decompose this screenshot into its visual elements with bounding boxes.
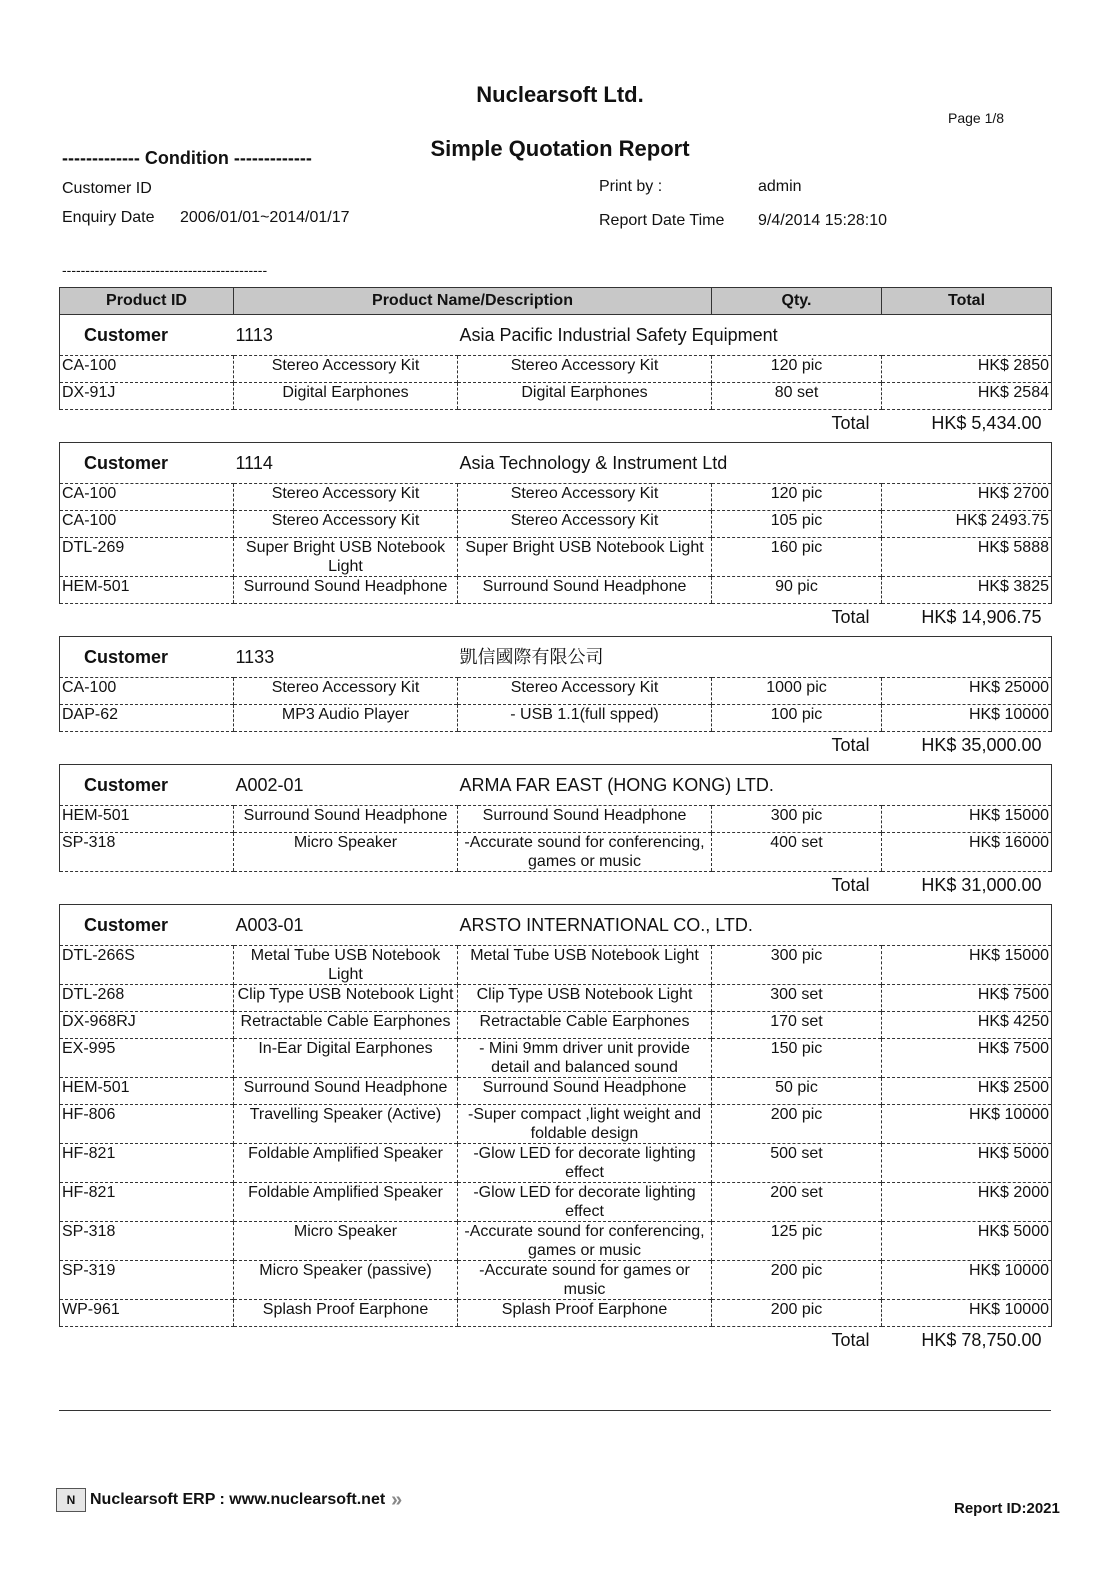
table-row [60, 833, 1052, 872]
table-row [60, 806, 1052, 833]
group-total-row [60, 732, 1052, 759]
product-name-cell: Stereo Accessory Kit [234, 511, 458, 538]
group-total-value: HK$ 35,000.00 [921, 734, 1042, 755]
product-desc-cell: -Glow LED for decorate lighting effect [458, 1183, 712, 1222]
customer-code: 1133 [234, 637, 458, 678]
product-desc-cell: Digital Earphones [458, 383, 712, 410]
group-total-label: Total [831, 734, 870, 755]
customer-id-label: Customer ID [62, 180, 152, 197]
product-name-cell: Surround Sound Headphone [234, 806, 458, 833]
product-desc-cell: Splash Proof Earphone [458, 1300, 712, 1327]
qty-cell: 160 pic [712, 538, 882, 577]
group-total-row [60, 872, 1052, 899]
qty-cell: 200 pic [712, 1105, 882, 1144]
total-cell: HK$ 10000 [882, 1300, 1052, 1327]
product-id-cell: DTL-268 [60, 985, 234, 1012]
product-name-cell: Metal Tube USB Notebook Light [234, 946, 458, 985]
customer-code: A002-01 [234, 765, 458, 806]
total-cell: HK$ 10000 [882, 705, 1052, 732]
qty-cell: 100 pic [712, 705, 882, 732]
qty-cell: 90 pic [712, 577, 882, 604]
product-desc-cell: - USB 1.1(full spped) [458, 705, 712, 732]
product-desc-cell: Surround Sound Headphone [458, 806, 712, 833]
table-row [60, 1183, 1052, 1222]
customer-row [60, 315, 1052, 356]
qty-cell: 1000 pic [712, 678, 882, 705]
total-cell: HK$ 16000 [882, 833, 1052, 872]
customer-row [60, 905, 1052, 946]
product-desc-cell: Stereo Accessory Kit [458, 511, 712, 538]
table-row [60, 1105, 1052, 1144]
quotation-body [60, 315, 1052, 1354]
table-row [60, 484, 1052, 511]
customer-row [60, 765, 1052, 806]
customer-label: Customer [60, 905, 234, 946]
product-name-cell: Micro Speaker [234, 1222, 458, 1261]
table-row [60, 538, 1052, 577]
table-row [60, 1012, 1052, 1039]
product-desc-cell: -Accurate sound for conferencing, games or music [458, 833, 712, 872]
customer-row [60, 637, 1052, 678]
customer-code: 1114 [234, 443, 458, 484]
product-name-cell: Foldable Amplified Speaker [234, 1183, 458, 1222]
product-name-cell: Micro Speaker (passive) [234, 1261, 458, 1300]
total-cell: HK$ 2850 [882, 356, 1052, 383]
total-cell: HK$ 2700 [882, 484, 1052, 511]
product-id-cell: DTL-269 [60, 538, 234, 577]
report-time-label: Report Date Time [599, 212, 725, 229]
footer-logo [56, 1488, 402, 1512]
footer-logo-text: Nuclearsoft ERP : www.nuclearsoft.net [90, 1491, 386, 1508]
total-cell: HK$ 5000 [882, 1144, 1052, 1183]
customer-name: Asia Pacific Industrial Safety Equipment [458, 315, 1052, 356]
enquiry-date-label: Enquiry Date [62, 209, 155, 226]
total-cell: HK$ 10000 [882, 1105, 1052, 1144]
total-cell: HK$ 15000 [882, 946, 1052, 985]
table-row [60, 1144, 1052, 1183]
total-cell: HK$ 3825 [882, 577, 1052, 604]
qty-cell: 300 pic [712, 946, 882, 985]
product-id-cell: CA-100 [60, 484, 234, 511]
customer-name: Asia Technology & Instrument Ltd [458, 443, 1052, 484]
condition-heading: ------------- Condition ------------- [62, 148, 312, 168]
total-cell: HK$ 2000 [882, 1183, 1052, 1222]
qty-cell: 400 set [712, 833, 882, 872]
total-cell: HK$ 4250 [882, 1012, 1052, 1039]
total-cell: HK$ 7500 [882, 985, 1052, 1012]
qty-cell: 80 set [712, 383, 882, 410]
product-id-cell: DX-968RJ [60, 1012, 234, 1039]
product-name-cell: Surround Sound Headphone [234, 577, 458, 604]
report-id: Report ID:2021 [954, 1500, 1060, 1517]
total-cell: HK$ 7500 [882, 1039, 1052, 1078]
customer-label: Customer [60, 765, 234, 806]
product-name-cell: Stereo Accessory Kit [234, 484, 458, 511]
product-desc-cell: Retractable Cable Earphones [458, 1012, 712, 1039]
group-total-row [60, 410, 1052, 437]
product-id-cell: HF-821 [60, 1183, 234, 1222]
table-row [60, 1039, 1052, 1078]
customer-label: Customer [60, 637, 234, 678]
product-desc-cell: Stereo Accessory Kit [458, 356, 712, 383]
condition-rule: -------------------------------------------- [62, 262, 268, 278]
total-cell: HK$ 5000 [882, 1222, 1052, 1261]
product-id-cell: DX-91J [60, 383, 234, 410]
product-id-cell: DAP-62 [60, 705, 234, 732]
qty-cell: 200 pic [712, 1261, 882, 1300]
product-desc-cell: Metal Tube USB Notebook Light [458, 946, 712, 985]
qty-cell: 300 pic [712, 806, 882, 833]
company-name: Nuclearsoft Ltd. [476, 82, 644, 107]
product-id-cell: HEM-501 [60, 806, 234, 833]
product-desc-cell: Surround Sound Headphone [458, 1078, 712, 1105]
double-chevron-icon: » [391, 1488, 403, 1511]
product-name-cell: Surround Sound Headphone [234, 1078, 458, 1105]
table-row [60, 946, 1052, 985]
product-name-cell: Splash Proof Earphone [234, 1300, 458, 1327]
bottom-rule [59, 1410, 1051, 1411]
qty-cell: 50 pic [712, 1078, 882, 1105]
col-qty: Qty. [712, 288, 882, 315]
product-desc-cell: - Mini 9mm driver unit provide detail and balanced sound [458, 1039, 712, 1078]
customer-row [60, 443, 1052, 484]
group-total-row [60, 604, 1052, 631]
table-row [60, 511, 1052, 538]
product-desc-cell: Stereo Accessory Kit [458, 484, 712, 511]
col-product-id: Product ID [60, 288, 234, 315]
product-id-cell: SP-318 [60, 833, 234, 872]
table-row [60, 678, 1052, 705]
product-id-cell: HF-806 [60, 1105, 234, 1144]
print-by-value: admin [758, 178, 802, 195]
table-row [60, 705, 1052, 732]
total-cell: HK$ 2500 [882, 1078, 1052, 1105]
customer-name: ARSTO INTERNATIONAL CO., LTD. [458, 905, 1052, 946]
product-desc-cell: -Accurate sound for conferencing, games or music [458, 1222, 712, 1261]
customer-label: Customer [60, 315, 234, 356]
product-id-cell: DTL-266S [60, 946, 234, 985]
group-total-value: HK$ 14,906.75 [921, 606, 1042, 627]
product-desc-cell: Stereo Accessory Kit [458, 678, 712, 705]
table-row [60, 356, 1052, 383]
product-name-cell: Digital Earphones [234, 383, 458, 410]
total-cell: HK$ 2493.75 [882, 511, 1052, 538]
product-name-cell: In-Ear Digital Earphones [234, 1039, 458, 1078]
product-name-cell: Clip Type USB Notebook Light [234, 985, 458, 1012]
nuclearsoft-logo-icon: N [56, 1488, 86, 1512]
product-name-cell: Stereo Accessory Kit [234, 678, 458, 705]
qty-cell: 200 set [712, 1183, 882, 1222]
table-header-row [60, 288, 1052, 315]
group-total-label: Total [831, 874, 870, 895]
group-total-label: Total [831, 1329, 870, 1350]
product-desc-cell: Super Bright USB Notebook Light [458, 538, 712, 577]
product-id-cell: CA-100 [60, 511, 234, 538]
customer-label: Customer [60, 443, 234, 484]
customer-name: 凱信國際有限公司 [458, 637, 1052, 678]
table-row [60, 577, 1052, 604]
product-id-cell: HEM-501 [60, 577, 234, 604]
total-cell: HK$ 10000 [882, 1261, 1052, 1300]
qty-cell: 170 set [712, 1012, 882, 1039]
product-desc-cell: -Glow LED for decorate lighting effect [458, 1144, 712, 1183]
total-cell: HK$ 15000 [882, 806, 1052, 833]
product-desc-cell: -Accurate sound for games or music [458, 1261, 712, 1300]
group-total-value: HK$ 78,750.00 [921, 1329, 1042, 1350]
qty-cell: 105 pic [712, 511, 882, 538]
product-name-cell: Stereo Accessory Kit [234, 356, 458, 383]
table-row [60, 1261, 1052, 1300]
product-name-cell: MP3 Audio Player [234, 705, 458, 732]
product-name-cell: Foldable Amplified Speaker [234, 1144, 458, 1183]
qty-cell: 125 pic [712, 1222, 882, 1261]
page-number: Page 1/8 [948, 110, 1005, 126]
qty-cell: 200 pic [712, 1300, 882, 1327]
customer-code: 1113 [234, 315, 458, 356]
group-total-row [60, 1327, 1052, 1354]
qty-cell: 120 pic [712, 356, 882, 383]
qty-cell: 120 pic [712, 484, 882, 511]
group-total-label: Total [831, 412, 870, 433]
report-title: Simple Quotation Report [430, 136, 690, 161]
total-cell: HK$ 25000 [882, 678, 1052, 705]
product-id-cell: EX-995 [60, 1039, 234, 1078]
group-total-value: HK$ 31,000.00 [921, 874, 1042, 895]
col-total: Total [882, 288, 1052, 315]
qty-cell: 150 pic [712, 1039, 882, 1078]
product-id-cell: CA-100 [60, 678, 234, 705]
table-row [60, 985, 1052, 1012]
product-desc-cell: -Super compact ,light weight and foldable design [458, 1105, 712, 1144]
total-cell: HK$ 2584 [882, 383, 1052, 410]
product-id-cell: HEM-501 [60, 1078, 234, 1105]
product-id-cell: SP-318 [60, 1222, 234, 1261]
product-name-cell: Micro Speaker [234, 833, 458, 872]
group-total-value: HK$ 5,434.00 [931, 412, 1042, 433]
total-cell: HK$ 5888 [882, 538, 1052, 577]
quotation-table [59, 287, 1052, 1353]
qty-cell: 300 set [712, 985, 882, 1012]
product-name-cell: Super Bright USB Notebook Light [234, 538, 458, 577]
product-desc-cell: Surround Sound Headphone [458, 577, 712, 604]
qty-cell: 500 set [712, 1144, 882, 1183]
product-id-cell: HF-821 [60, 1144, 234, 1183]
enquiry-date-value: 2006/01/01~2014/01/17 [180, 209, 350, 226]
product-id-cell: SP-319 [60, 1261, 234, 1300]
customer-name: ARMA FAR EAST (HONG KONG) LTD. [458, 765, 1052, 806]
col-product-name: Product Name/Description [234, 288, 712, 315]
group-total-label: Total [831, 606, 870, 627]
table-row [60, 383, 1052, 410]
table-row [60, 1222, 1052, 1261]
product-id-cell: WP-961 [60, 1300, 234, 1327]
product-name-cell: Travelling Speaker (Active) [234, 1105, 458, 1144]
table-row [60, 1300, 1052, 1327]
product-desc-cell: Clip Type USB Notebook Light [458, 985, 712, 1012]
product-id-cell: CA-100 [60, 356, 234, 383]
product-name-cell: Retractable Cable Earphones [234, 1012, 458, 1039]
customer-code: A003-01 [234, 905, 458, 946]
report-time-value: 9/4/2014 15:28:10 [758, 212, 888, 229]
print-by-label: Print by : [599, 178, 663, 195]
table-row [60, 1078, 1052, 1105]
